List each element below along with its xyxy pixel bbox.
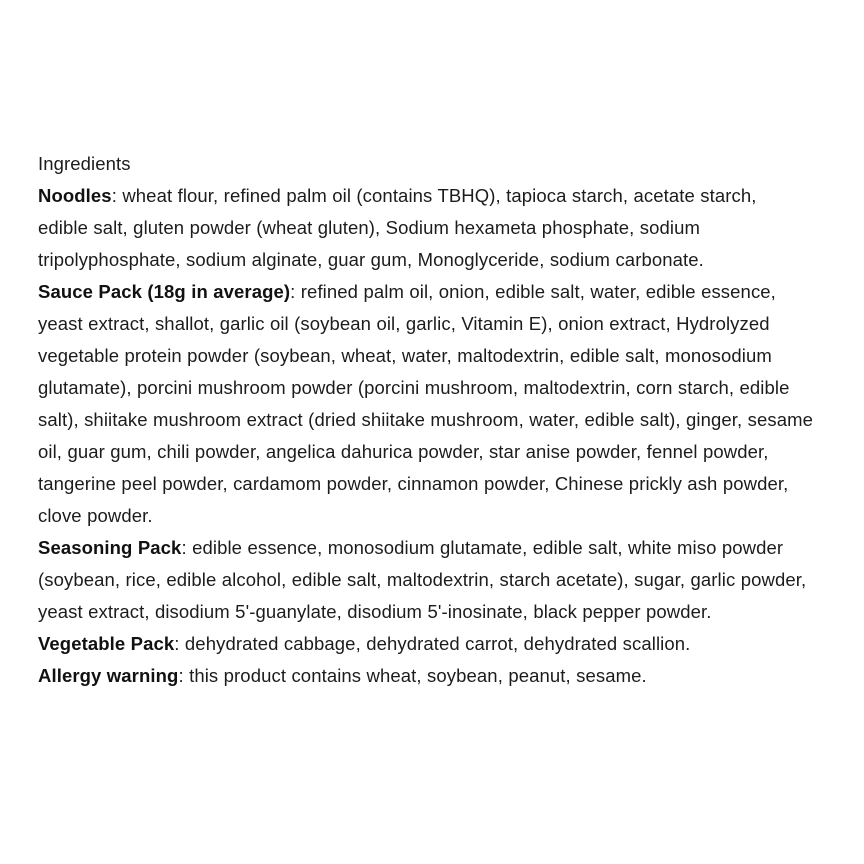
ingredient-section-vegetable-pack bbox=[38, 628, 828, 660]
section-label-vegetable-pack: Vegetable Pack bbox=[38, 633, 175, 654]
section-body-sauce-pack: refined palm oil, onion, edible salt, water, edible essence, yeast extract, shallot, garlic oil (soybean oil, garlic, Vitamin E), onion extract, Hydrolyzed vegetable protein powder (soybean, wheat, water, maltodextrin, edible salt, monosodium glutamate), porcini mushroom powder (porcini mushroom, maltodextrin, corn starch, edible salt), shiitake mushroom extract (dried shiitake mushroom, water, edible salt), ginger, sesame oil, guar gum, chili powder, angelica dahurica powder, star anise powder, fennel powder, tangerine peel powder, cardamom powder, cinnamon powder, Chinese prickly ash powder, clove powder. bbox=[38, 281, 814, 526]
section-body-vegetable-pack: dehydrated cabbage, dehydrated carrot, dehydrated scallion. bbox=[184, 633, 691, 654]
section-separator-seasoning-pack: : bbox=[181, 537, 193, 558]
section-label-allergy-warning: Allergy warning bbox=[38, 665, 179, 686]
section-body-noodles: wheat flour, refined palm oil (contains TBHQ), tapioca starch, acetate starch, edible salt, gluten powder (wheat gluten), Sodium hexameta phosphate, sodium tripolyphosphate, sodium alginate, guar gum, Monoglyceride, sodium carbonate. bbox=[38, 185, 757, 270]
ingredient-section-allergy-warning bbox=[38, 660, 828, 692]
ingredient-section-noodles bbox=[38, 180, 780, 276]
section-separator-vegetable-pack: : bbox=[174, 633, 185, 654]
section-body-allergy-warning: this product contains wheat, soybean, peanut, sesame. bbox=[189, 665, 647, 686]
ingredient-section-sauce-pack bbox=[38, 276, 826, 532]
section-label-sauce-pack: Sauce Pack (18g in average) bbox=[38, 281, 291, 302]
section-separator-allergy-warning: : bbox=[178, 665, 190, 686]
section-label-seasoning-pack: Seasoning Pack bbox=[38, 537, 182, 558]
section-label-noodles: Noodles bbox=[38, 185, 112, 206]
section-separator-noodles: : bbox=[111, 185, 123, 206]
ingredient-section-seasoning-pack bbox=[38, 532, 816, 628]
section-body-seasoning-pack: edible essence, monosodium glutamate, edible salt, white miso powder (soybean, rice, edible alcohol, edible salt, maltodextrin, starch acetate), sugar, garlic powder, yeast extract, disodium 5'-guanylate, disodium 5'-inosinate, black pepper powder. bbox=[38, 537, 807, 622]
section-separator-sauce-pack: : bbox=[290, 281, 301, 302]
page-title: Ingredients bbox=[38, 153, 131, 174]
ingredients-panel bbox=[38, 148, 828, 692]
